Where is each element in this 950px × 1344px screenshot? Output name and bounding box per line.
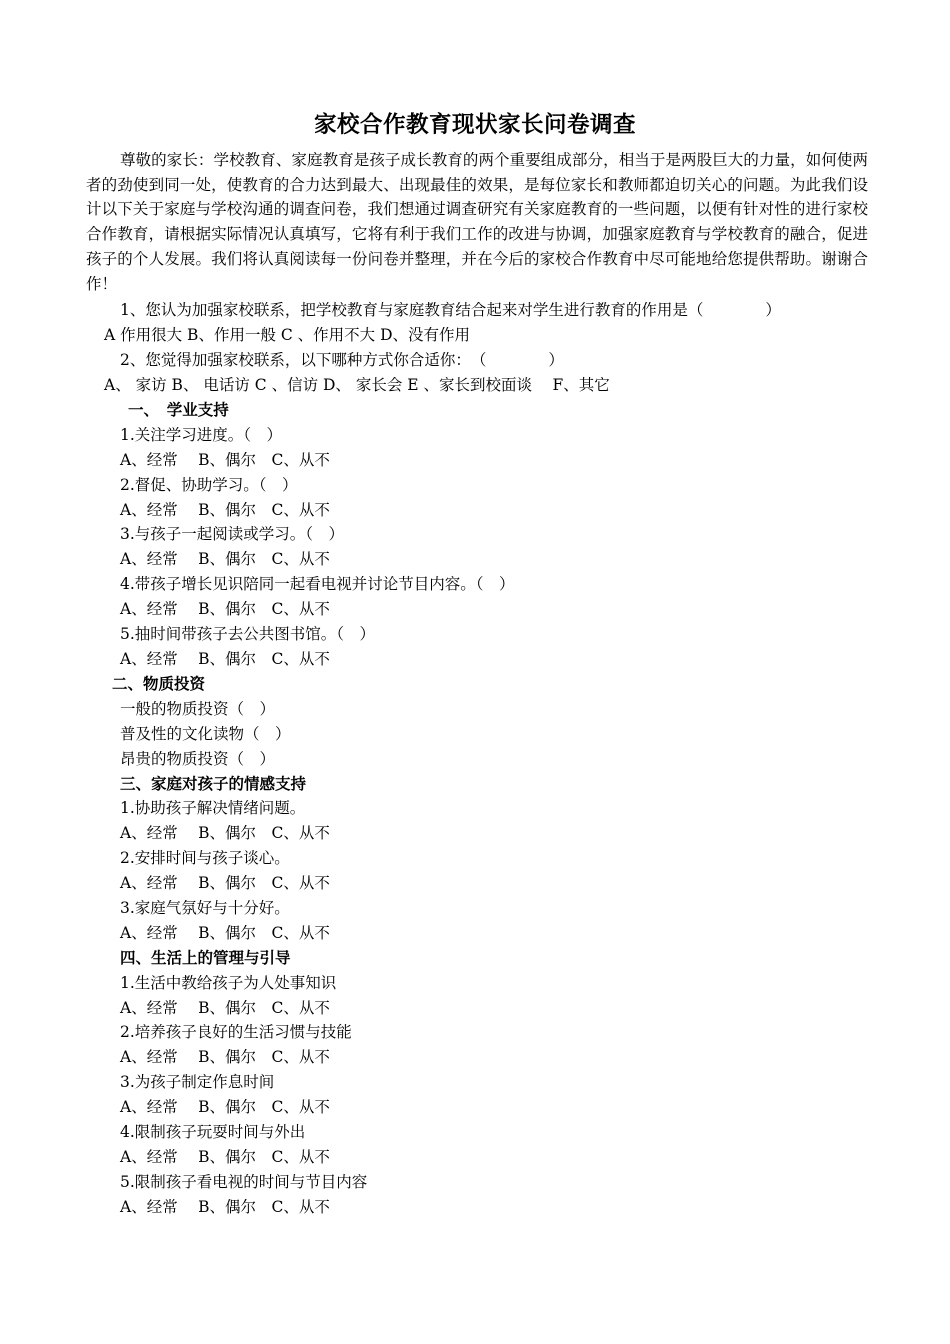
question-item: 5.限制孩子看电视的时间与节目内容 [120,1173,368,1191]
question-item: 一般的物质投资（ ） [120,700,276,718]
answer-options: A、经常 B、偶尔 C、从不 [120,924,330,942]
answer-options: A、经常 B、偶尔 C、从不 [120,1198,330,1216]
question-item: 3.为孩子制定作息时间 [120,1073,275,1091]
intro-paragraph: 尊敬的家长：学校教育、家庭教育是孩子成长教育的两个重要组成部分，相当于是两股巨大的力量，如何使两者的劲使到同一处，使教育的合力达到最大、出现最佳的效果，是每位家长和教师都迫切关心的问题。为此我们设计以下关于家庭与学校沟通的调查问卷，我们想通过调查研究有关家庭教育的一些问题，以便有针对性的进行家校合作教育，请根据实际情况认真填写，它将有利于我们工作的改进与协调，加强家庭教育与学校教育的融合，促进孩子的个人发展。我们将认真阅读每一份问卷并整理，并在今后的家校合作教育中尽可能地给您提供帮助。谢谢合作！ [86,151,868,293]
answer-options: A、经常 B、偶尔 C、从不 [120,600,330,618]
question-item: 昂贵的物质投资（ ） [120,750,276,768]
question-general-1-options: A 作用很大 B、作用一般 C 、作用不大 D、没有作用 [104,326,471,344]
question-general-2: 2、您觉得加强家校联系，以下哪种方式你合适你： （ ） [120,351,564,369]
question-item: 2.安排时间与孩子谈心。 [120,849,290,867]
answer-options: A、经常 B、偶尔 C、从不 [120,501,330,519]
question-item: 1.协助孩子解决情绪问题。 [120,799,306,817]
question-general-1: 1、您认为加强家校联系，把学校教育与家庭教育结合起来对学生进行教育的作用是（ ） [120,301,781,319]
answer-options: A、经常 B、偶尔 C、从不 [120,1048,330,1066]
question-item: 2.督促、协助学习。（ ） [120,476,298,494]
section-heading-material: 二、物质投资 [112,675,206,693]
question-item: 4.限制孩子玩耍时间与外出 [120,1123,306,1141]
question-item: 4.带孩子增长见识陪同一起看电视并讨论节目内容。（ ） [120,575,515,593]
section-heading-academic: 一、 学业支持 [128,401,229,419]
question-general-2-options: A、 家访 B、 电话访 C 、信访 D、 家长会 E 、家长到校面谈 F、其它 [104,376,610,394]
answer-options: A、经常 B、偶尔 C、从不 [120,874,330,892]
answer-options: A、经常 B、偶尔 C、从不 [120,550,330,568]
section-heading-life-management: 四、生活上的管理与引导 [120,949,291,967]
page-title: 家校合作教育现状家长问卷调查 [313,112,636,138]
answer-options: A、经常 B、偶尔 C、从不 [120,1098,330,1116]
question-item: 1.关注学习进度。（ ） [120,426,283,444]
answer-options: A、经常 B、偶尔 C、从不 [120,999,330,1017]
question-item: 3.家庭气氛好与十分好。 [120,899,290,917]
answer-options: A、经常 B、偶尔 C、从不 [120,650,330,668]
question-item: 3.与孩子一起阅读或学习。（ ） [120,525,345,543]
answer-options: A、经常 B、偶尔 C、从不 [120,451,330,469]
answer-options: A、经常 B、偶尔 C、从不 [120,824,330,842]
question-item: 2.培养孩子良好的生活习惯与技能 [120,1023,352,1041]
question-item: 5.抽时间带孩子去公共图书馆。（ ） [120,625,376,643]
question-item: 普及性的文化读物（ ） [120,725,291,743]
section-heading-emotional: 三、家庭对孩子的情感支持 [120,775,307,793]
question-item: 1.生活中教给孩子为人处事知识 [120,974,337,992]
answer-options: A、经常 B、偶尔 C、从不 [120,1148,330,1166]
